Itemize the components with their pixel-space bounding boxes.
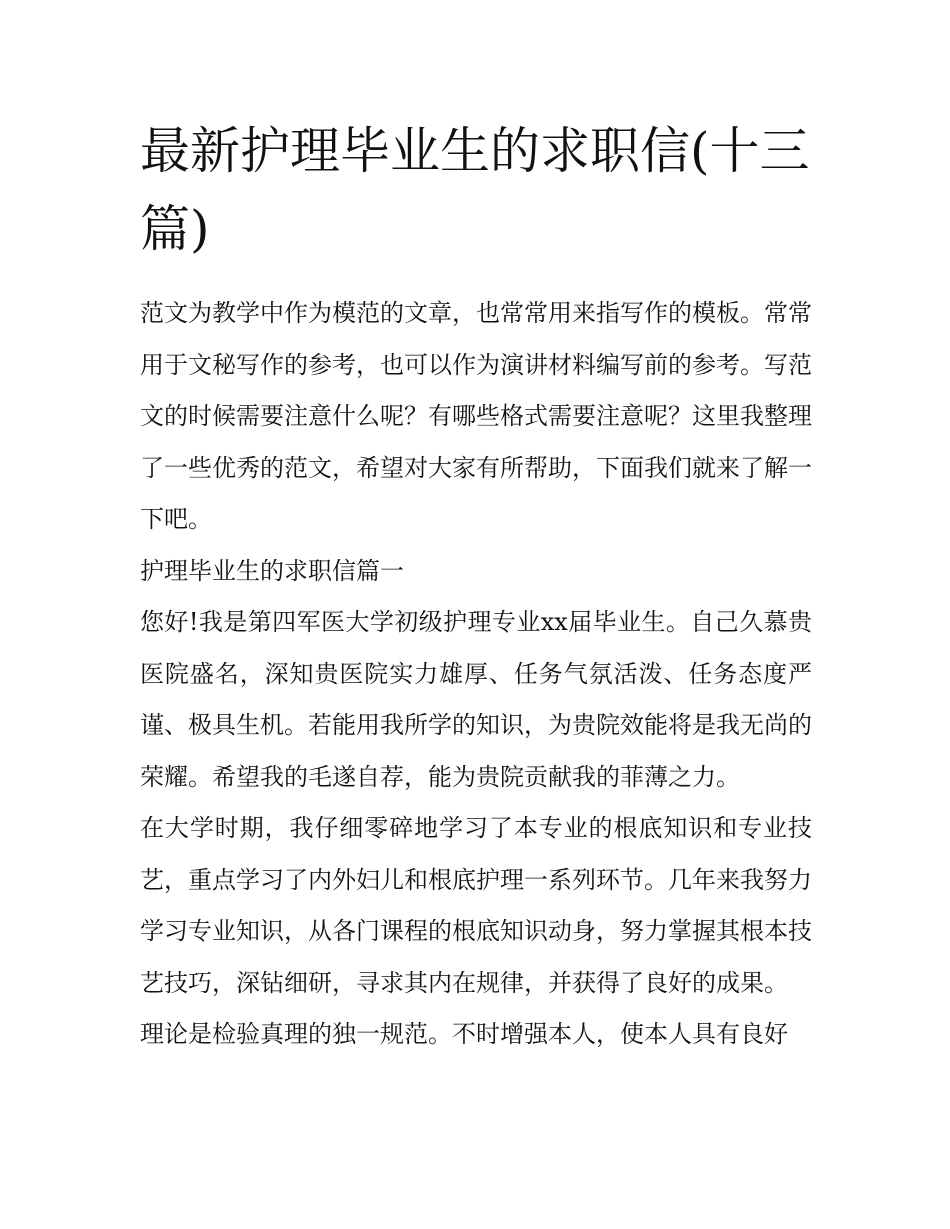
intro-paragraph: 范文为教学中作为模范的文章，也常常用来指写作的模板。常常用于文秘写作的参考，也可以作为演讲材料编写前的参考。写范文的时候需要注意什么呢？有哪些格式需要注意呢？这里我整理了一些优秀的范文，希望对大家有所帮助，下面我们就来了解一下吧。 <box>140 299 812 533</box>
document-page <box>140 112 812 1061</box>
body-paragraph-2: 在大学时期，我仔细零碎地学习了本专业的根底知识和专业技艺，重点学习了内外妇儿和根底护理一系列环节。几年来我努力学习专业知识，从各门课程的根底知识动身，努力掌握其根本技艺技巧，深钻细研，寻求其内在规律，并获得了良好的成果。 <box>140 814 812 997</box>
section-heading: 护理毕业生的求职信篇一 <box>140 556 404 585</box>
document-title: 最新护理毕业生的求职信(十三篇) <box>140 122 810 258</box>
body-paragraph-1: 您好!我是第四军医大学初级护理专业xx届毕业生。自己久慕贵医院盛名，深知贵医院实力雄厚、任务气氛活泼、任务态度严谨、极具生机。若能用我所学的知识，为贵院效能将是我无尚的荣耀。希望我的毛遂自荐，能为贵院贡献我的菲薄之力。 <box>140 608 812 791</box>
body-paragraph-3: 理论是检验真理的独一规范。不时增强本人，使本人具有良好 <box>140 1020 788 1048</box>
